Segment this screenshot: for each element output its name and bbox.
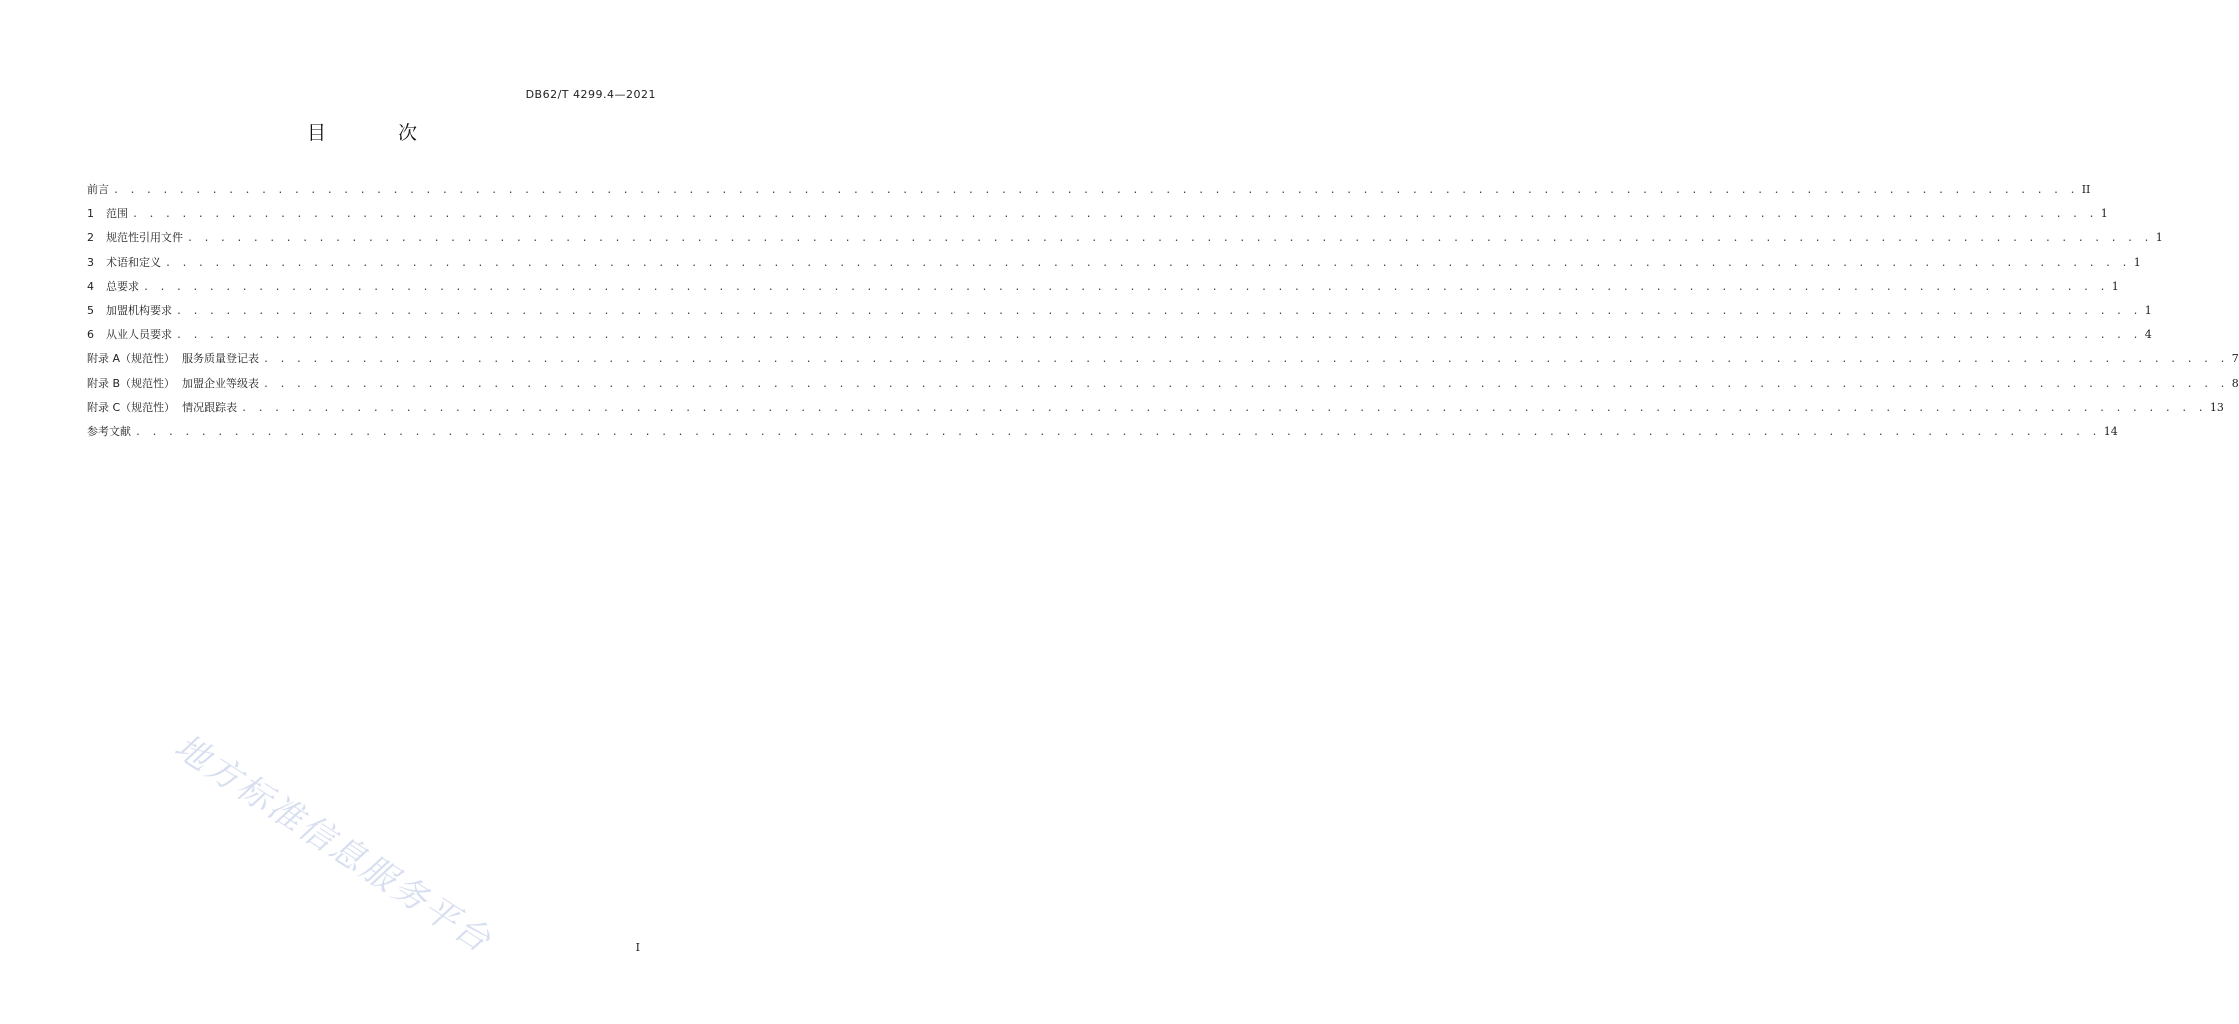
table-of-contents xyxy=(87,181,2239,447)
toc-entry-terms-definitions[interactable] xyxy=(87,254,2141,278)
toc-dot-leader: . . . . . . . . . . . . . . . . . . . . . . . . . . . . . . . . . . . . . . . . . . . . . . . . . . . . . . . . . . . . . . . . . . . . . . . . . . . . . . . . . . . . . . . . . . . . . . . . . . . . . . . . . . . . . . . . . . . . . . . . xyxy=(176,330,2141,342)
page-number: I xyxy=(635,941,640,954)
toc-entry-appendix-b[interactable] xyxy=(87,375,2239,399)
toc-entry-page: 1 xyxy=(2111,279,2119,293)
toc-entry-label: 从业人员要求 xyxy=(106,328,172,342)
toc-entry-label: 附录 B（规范性） 加盟企业等级表 xyxy=(87,376,260,390)
toc-entry-page: 1 xyxy=(2155,231,2163,245)
toc-entry-label: 规范性引用文件 xyxy=(106,231,183,245)
toc-entry-label: 加盟机构要求 xyxy=(106,303,172,317)
toc-entry-page: II xyxy=(2081,183,2091,196)
toc-entry-number: 1 xyxy=(87,207,94,221)
toc-dot-leader: . . . . . . . . . . . . . . . . . . . . . . . . . . . . . . . . . . . . . . . . . . . . . . . . . . . . . . . . . . . . . . . . . . . . . . . . . . . . . . . . . . . . . . . . . . . . . . . . . . . . . . . . . . . . . . . . . . . . . . . . xyxy=(187,233,2152,245)
page-title: 目 次 xyxy=(306,122,418,144)
toc-entry-label: 范围 xyxy=(106,207,128,221)
toc-entry-number: 3 xyxy=(87,255,94,269)
toc-dot-leader: . . . . . . . . . . . . . . . . . . . . . . . . . . . . . . . . . . . . . . . . . . . . . . . . . . . . . . . . . . . . . . . . . . . . . . . . . . . . . . . . . . . . . . . . . . . . . . . . . . . . . . . . . . . . . . . . . . . . . . . . xyxy=(263,378,2228,390)
toc-entry-number: 6 xyxy=(87,328,94,342)
toc-entry-label: 术语和定义 xyxy=(106,255,161,269)
toc-entry-page: 13 xyxy=(2209,400,2224,414)
toc-entry-number: 2 xyxy=(87,231,94,245)
toc-dot-leader: . . . . . . . . . . . . . . . . . . . . . . . . . . . . . . . . . . . . . . . . . . . . . . . . . . . . . . . . . . . . . . . . . . . . . . . . . . . . . . . . . . . . . . . . . . . . . . . . . . . . . . . . . . . . . . . . . . . . . . . . xyxy=(143,281,2108,293)
toc-entry-page: 1 xyxy=(2100,207,2108,221)
toc-dot-leader: . . . . . . . . . . . . . . . . . . . . . . . . . . . . . . . . . . . . . . . . . . . . . . . . . . . . . . . . . . . . . . . . . . . . . . . . . . . . . . . . . . . . . . . . . . . . . . . . . . . . . . . . . . . . . . . . . . . . . . . . xyxy=(165,257,2130,269)
toc-dot-leader: . . . . . . . . . . . . . . . . . . . . . . . . . . . . . . . . . . . . . . . . . . . . . . . . . . . . . . . . . . . . . . . . . . . . . . . . . . . . . . . . . . . . . . . . . . . . . . . . . . . . . . . . . . . . . . . . . . . . . . . . xyxy=(132,209,2097,221)
toc-entry-appendix-c[interactable] xyxy=(87,399,2224,423)
toc-entry-label: 附录 C（规范性） 情况跟踪表 xyxy=(87,400,238,414)
toc-entry-normative-references[interactable] xyxy=(87,229,2163,253)
toc-dot-leader: . . . . . . . . . . . . . . . . . . . . . . . . . . . . . . . . . . . . . . . . . . . . . . . . . . . . . . . . . . . . . . . . . . . . . . . . . . . . . . . . . . . . . . . . . . . . . . . . . . . . . . . . . . . . . . . . . . . . . . . . xyxy=(176,305,2141,317)
toc-entry-page: 1 xyxy=(2133,255,2141,269)
toc-entry-bibliography[interactable] xyxy=(87,423,2118,447)
toc-entry-general-requirements[interactable] xyxy=(87,278,2119,302)
toc-entry-number: 4 xyxy=(87,279,94,293)
toc-entry-label: 前言 xyxy=(87,183,109,196)
document-code: DB62/T 4299.4—2021 xyxy=(525,88,656,101)
watermark: 地方标准信息服务平台 xyxy=(167,726,500,962)
toc-dot-leader: . . . . . . . . . . . . . . . . . . . . . . . . . . . . . . . . . . . . . . . . . . . . . . . . . . . . . . . . . . . . . . . . . . . . . . . . . . . . . . . . . . . . . . . . . . . . . . . . . . . . . . . . . . . . . . . . . . . . . . . . xyxy=(135,426,2100,438)
toc-dot-leader: . . . . . . . . . . . . . . . . . . . . . . . . . . . . . . . . . . . . . . . . . . . . . . . . . . . . . . . . . . . . . . . . . . . . . . . . . . . . . . . . . . . . . . . . . . . . . . . . . . . . . . . . . . . . . . . . . . . . . . . . xyxy=(263,354,2228,366)
toc-dot-leader: . . . . . . . . . . . . . . . . . . . . . . . . . . . . . . . . . . . . . . . . . . . . . . . . . . . . . . . . . . . . . . . . . . . . . . . . . . . . . . . . . . . . . . . . . . . . . . . . . . . . . . . . . . . . . . . . . . . . . . . . xyxy=(113,185,2078,196)
toc-entry-scope[interactable] xyxy=(87,205,2108,229)
toc-entry-page: 4 xyxy=(2144,328,2152,342)
toc-entry-page: 14 xyxy=(2103,424,2118,438)
toc-entry-page: 8 xyxy=(2231,376,2239,390)
toc-entry-label: 附录 A（规范性） 服务质量登记表 xyxy=(87,352,260,366)
toc-dot-leader: . . . . . . . . . . . . . . . . . . . . . . . . . . . . . . . . . . . . . . . . . . . . . . . . . . . . . . . . . . . . . . . . . . . . . . . . . . . . . . . . . . . . . . . . . . . . . . . . . . . . . . . . . . . . . . . . . . . . . . . . xyxy=(241,402,2206,414)
toc-entry-foreword[interactable] xyxy=(87,181,2091,205)
toc-entry-label: 参考文献 xyxy=(87,424,131,438)
toc-entry-staff-requirements[interactable] xyxy=(87,326,2152,350)
toc-entry-label: 总要求 xyxy=(106,279,139,293)
toc-entry-page: 7 xyxy=(2231,352,2239,366)
toc-entry-page: 1 xyxy=(2144,303,2152,317)
toc-entry-number: 5 xyxy=(87,303,94,317)
toc-entry-franchise-requirements[interactable] xyxy=(87,302,2152,326)
toc-entry-appendix-a[interactable] xyxy=(87,350,2239,374)
